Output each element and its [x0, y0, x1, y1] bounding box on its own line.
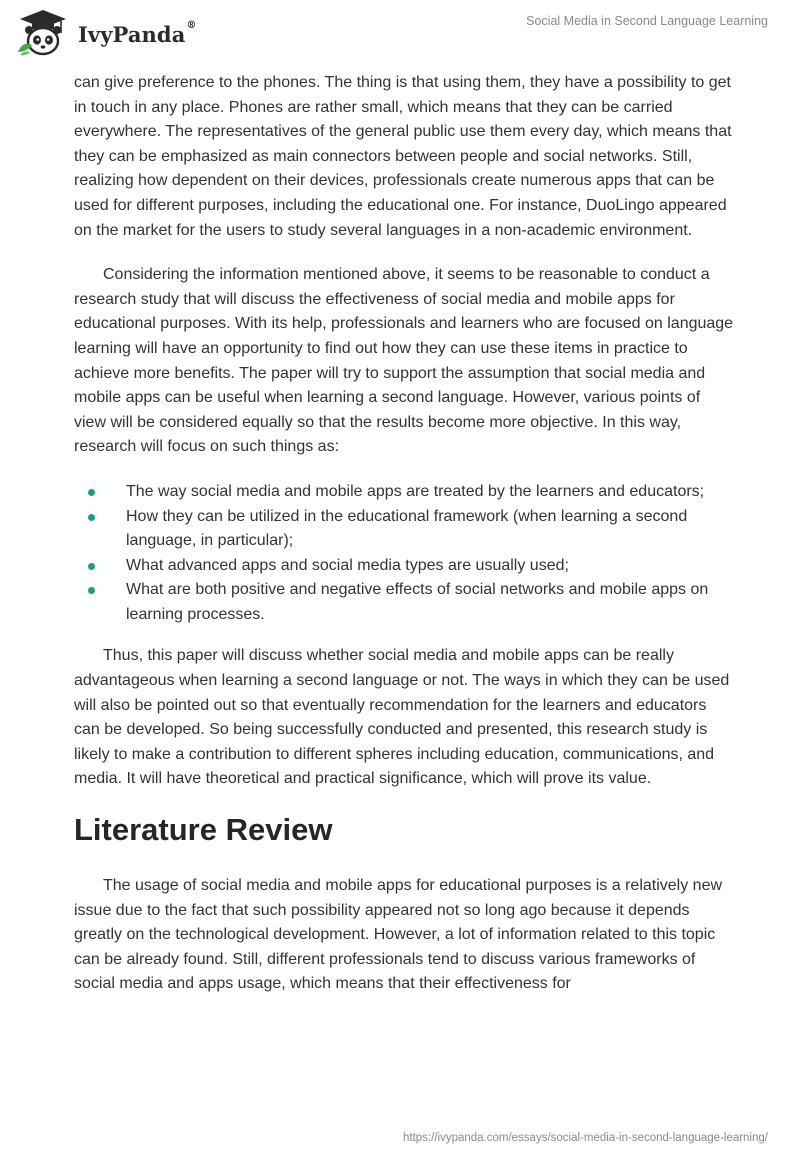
essay-content	[74, 71, 734, 1017]
registered-mark: ®	[186, 19, 197, 31]
bullet-dot-icon	[88, 563, 95, 570]
list-item: The way social media and mobile apps are treated by the learners and educators;	[74, 480, 734, 505]
list-item: What advanced apps and social media types are usually used;	[74, 554, 734, 579]
page-header	[0, 0, 800, 64]
list-item: What are both positive and negative effects of social networks and mobile apps on learning processes.	[74, 578, 734, 627]
paragraph-2: Considering the information mentioned above, it seems to be reasonable to conduct a research study that will discuss the effectiveness of social media and mobile apps for educational purposes. With its help, professionals and learners who are focused on language learning will have an opportunity to find out how they can use these items in practice to achieve more benefits. The paper will try to support the assumption that social media and mobile apps can be useful when learning a second language. However, various points of view will be considered equally so that the results become more objective. In this way, research will focus on such things as:	[74, 266, 734, 456]
paragraph-3: Thus, this paper will discuss whether social media and mobile apps can be really advantageous when learning a second language or not. The ways in which they can be used will also be pointed out so that eventually recommendation for the learners and educators can be developed. So being successfully conducted and presented, this research study is likely to make a contribution to different spheres including education, communications, and media. It will have theoretical and practical significance, which will prove its value.	[74, 647, 730, 788]
paragraph-1: can give preference to the phones. The thing is that using them, they have a possibility to get in touch in any place. Phones are rather small, which means that they can be carried everywhere. The representatives of the general public use them every day, which means that they can be emphasized as main connectors between people and social networks. Still, realizing how dependent on their devices, professionals create numerous apps that can be used for different purposes, including the educational one. For instance, DuoLingo appeared on the market for the users to study several languages in a non-academic environment.	[74, 74, 732, 239]
ivypanda-logo[interactable]	[14, 8, 197, 58]
bullet-dot-icon	[88, 514, 95, 521]
panda-graduate-icon	[14, 8, 72, 58]
paragraph-4: The usage of social media and mobile apps for educational purposes is a relatively new issue due to the fact that such possibility appeared not so long ago because it depends greatly on the technological development. However, a lot of information related to this topic can be already found. Still, different professionals tend to discuss various frameworks of social media and apps usage, which means that their effectiveness for	[74, 877, 723, 993]
bullet-dot-icon	[88, 587, 95, 594]
section-heading: Literature Review	[74, 812, 333, 848]
document-title: Social Media in Second Language Learning	[526, 14, 768, 28]
focus-list	[74, 480, 734, 628]
list-item: How they can be utilized in the educational framework (when learning a second language, in particular);	[74, 505, 734, 554]
logo-wordmark: IvyPanda®	[78, 19, 197, 47]
source-url[interactable]: https://ivypanda.com/essays/social-media-in-second-language-learning/	[403, 1132, 768, 1144]
bullet-dot-icon	[88, 489, 95, 496]
